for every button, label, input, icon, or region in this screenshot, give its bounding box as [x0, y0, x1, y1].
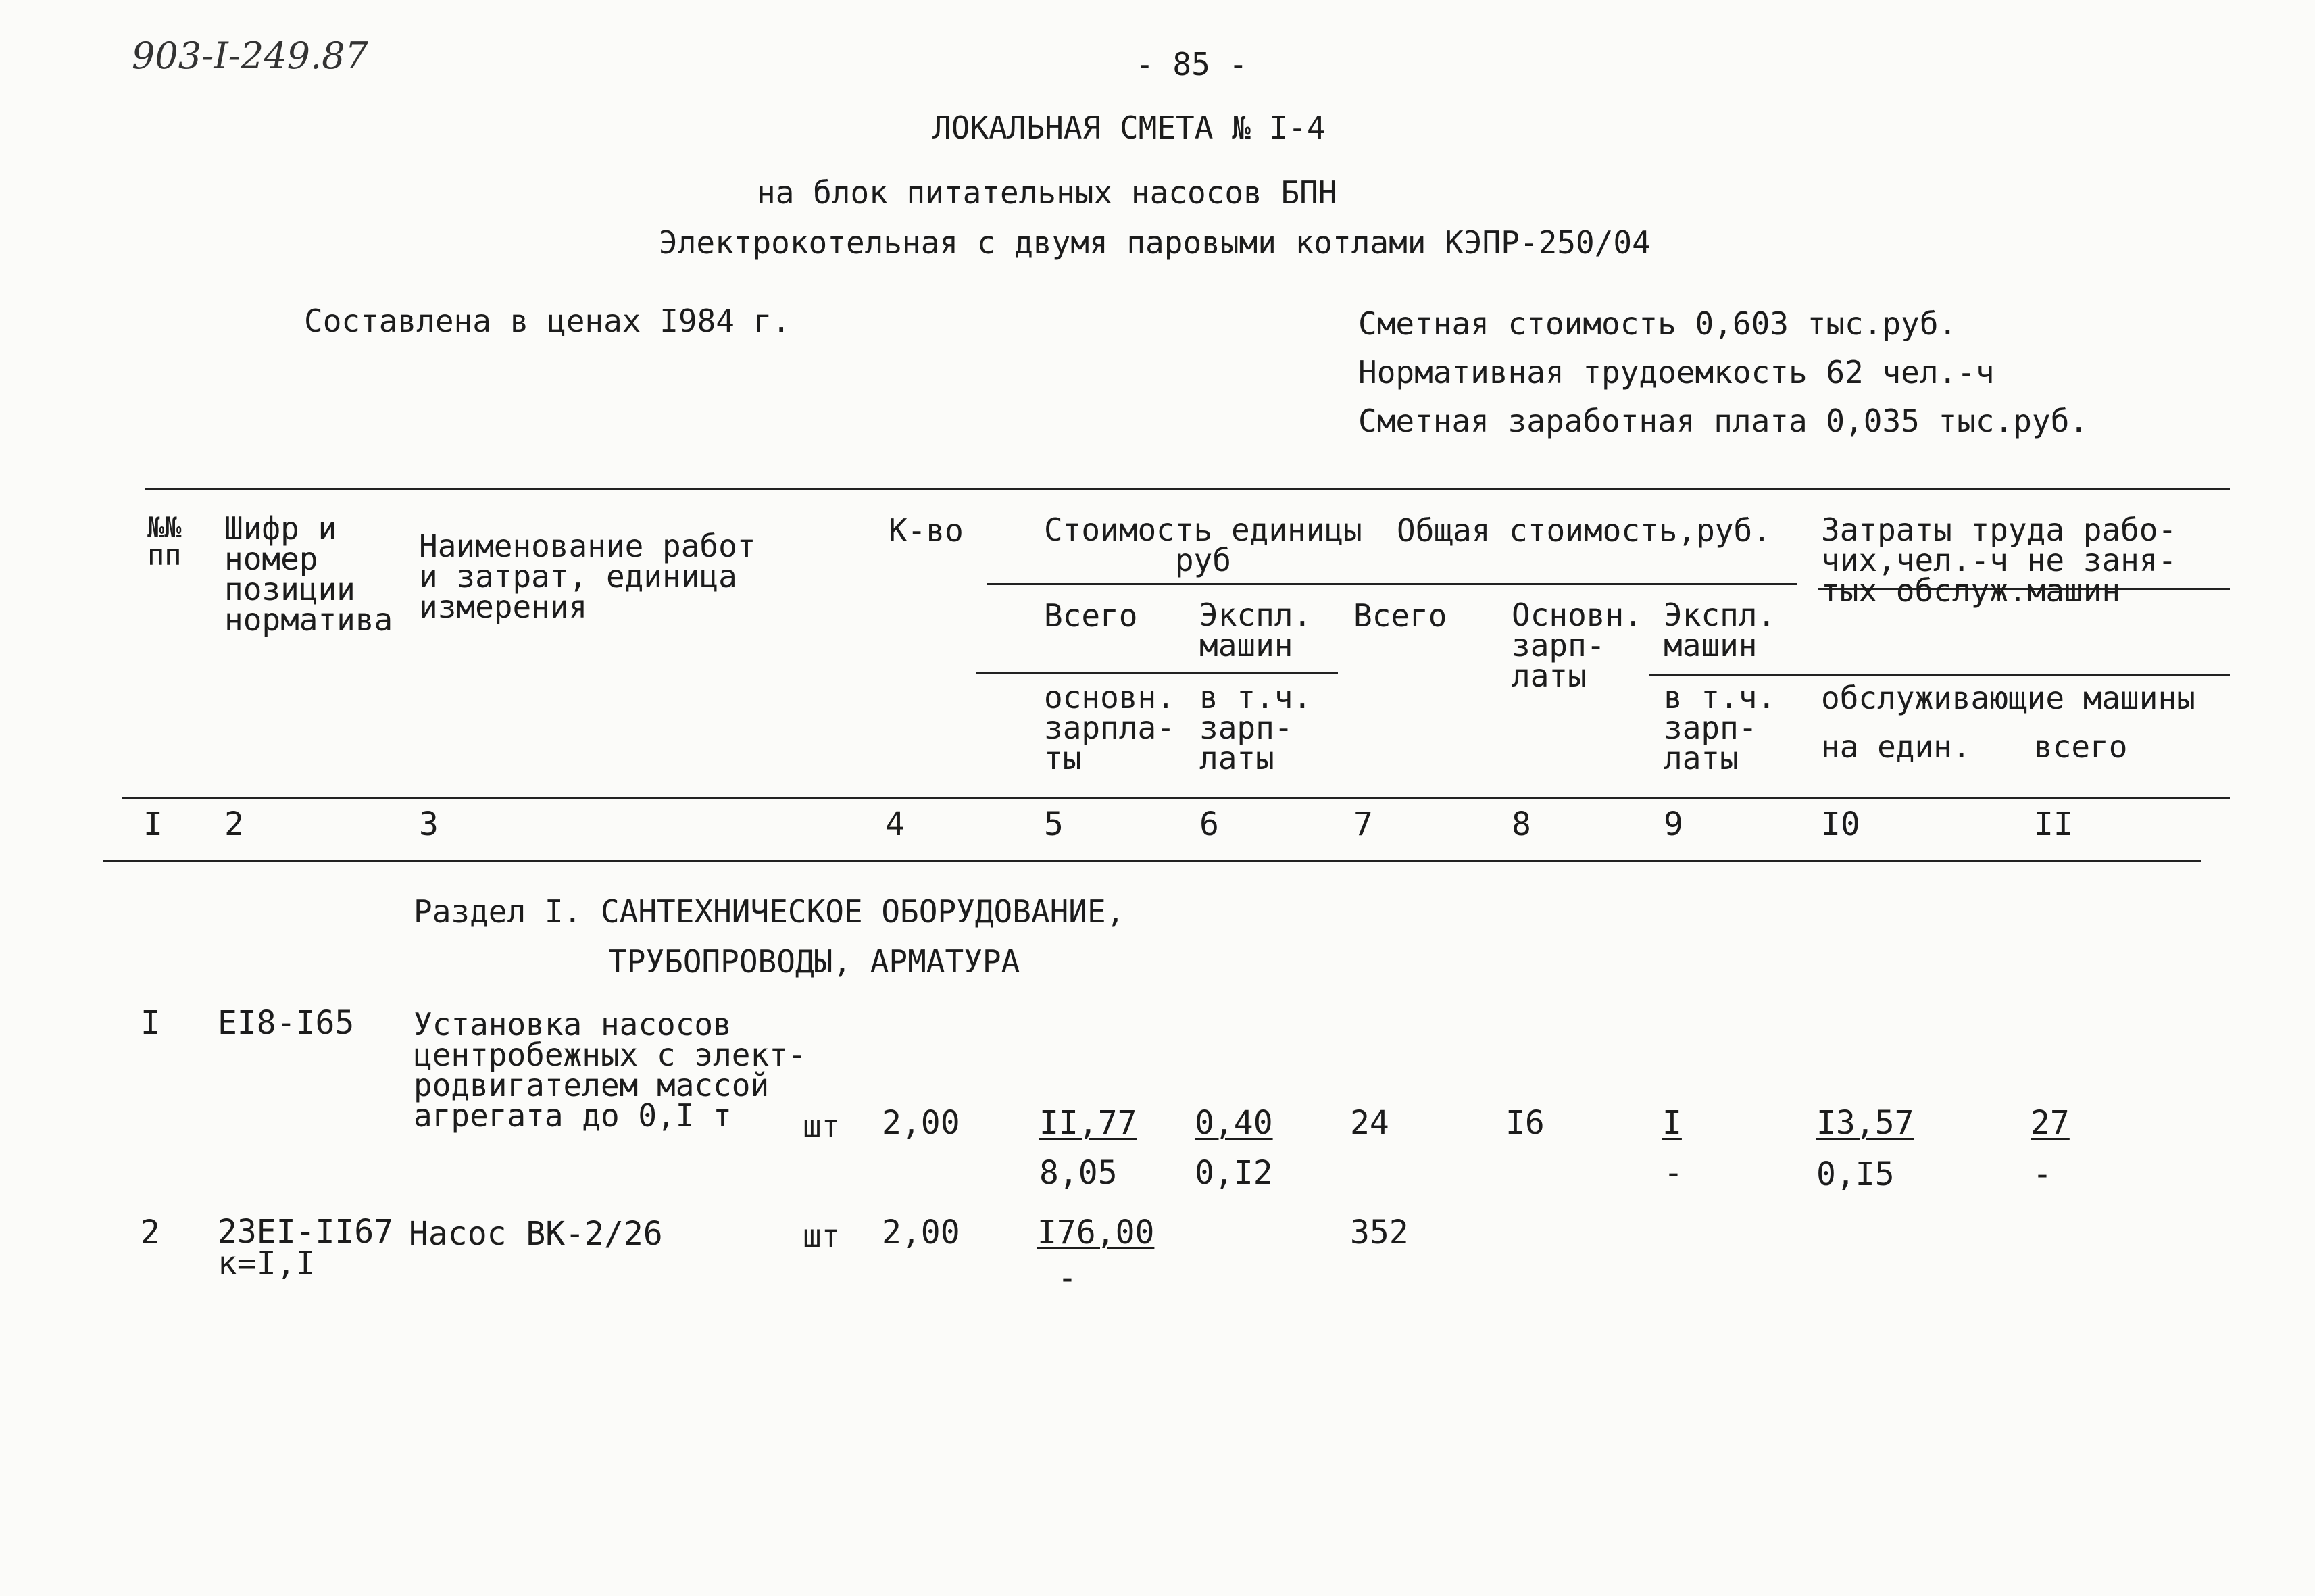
row-code: 23ЕI-II67 к=I,I	[218, 1213, 394, 1283]
header-unit-wage: основн. зарпла- ты	[1044, 679, 1175, 777]
row-unit-wage: 8,05	[1039, 1154, 1118, 1192]
col-number: 6	[1199, 805, 1219, 843]
row-unit-total: II,77	[1039, 1104, 1137, 1142]
row-number: I	[141, 1004, 160, 1042]
header-total-machine-wage: в т.ч. зарп- латы	[1664, 679, 1776, 777]
header-unit-cost: Стоимость единицы руб	[1044, 512, 1362, 579]
row-unit-wage: -	[1057, 1260, 1077, 1297]
section-title-continued: ТРУБОПРОВОДЫ, АРМАТУРА	[608, 943, 1020, 980]
document-code: 903-I-249.87	[132, 34, 368, 77]
summary-wage: Сметная заработная плата 0,035 тыс.руб.	[1358, 403, 2089, 439]
row-code: ЕI8-I65	[218, 1004, 355, 1042]
row-name: Насос ВК-2/26	[409, 1215, 663, 1253]
sub-rule-unit	[976, 672, 1338, 674]
row-quantity: 2,00	[882, 1104, 960, 1142]
header-total-cost: Общая стоимость,руб.	[1397, 512, 1771, 549]
header-total-all: Всего	[1353, 597, 1447, 634]
row-number: 2	[141, 1214, 160, 1251]
header-quantity: К-во	[889, 512, 964, 549]
summary-labor: Нормативная трудоемкость 62 чел.-ч	[1358, 354, 1995, 391]
sub-rule-labor	[1649, 674, 2230, 676]
header-unit-machines: Экспл. машин	[1199, 597, 1312, 664]
row-unit: шт	[803, 1218, 841, 1254]
table-top-rule	[145, 488, 2230, 490]
col-number: 2	[224, 805, 244, 843]
header-labor-serving: обслуживающие машины	[1821, 680, 2195, 716]
row-unit-machine-wage: 0,I2	[1195, 1154, 1273, 1192]
section-title: Раздел I. САНТЕХНИЧЕСКОЕ ОБОРУДОВАНИЕ,	[414, 893, 1125, 930]
document-subtitle-object: Электрокотельная с двумя паровыми котлами КЭПР-250/04	[659, 224, 1651, 261]
row-total-wage: I6	[1505, 1104, 1545, 1142]
document-subtitle: на блок питательных насосов БПН	[757, 174, 1337, 211]
header-labor: Затраты труда рабо- чих,чел.-ч не заня- тых обслуж.машин	[1821, 512, 2177, 609]
header-unit-total: Всего	[1044, 597, 1138, 634]
row-total: 352	[1350, 1214, 1409, 1251]
col-number: 5	[1044, 805, 1064, 843]
header-total-wage: Основн. зарп- латы	[1512, 597, 1643, 695]
row-labor-total: 27	[2031, 1104, 2070, 1142]
row-total-machine-wage: -	[1664, 1154, 1683, 1192]
col-number: 4	[885, 805, 905, 843]
col-number: 8	[1512, 805, 1531, 843]
col-number: 7	[1353, 805, 1373, 843]
header-total-machines: Экспл. машин	[1664, 597, 1776, 664]
header-unit-machine-wage: в т.ч. зарп- латы	[1199, 679, 1312, 777]
col-number: 9	[1664, 805, 1683, 843]
row-labor-per-unit: I3,57	[1816, 1104, 1914, 1142]
col-number: 3	[419, 805, 439, 843]
header-code: Шифр и номер позиции норматива	[224, 510, 393, 639]
col-number: I	[143, 805, 163, 843]
row-unit-machines: 0,40	[1195, 1104, 1273, 1142]
row-labor-total-machines: -	[2033, 1155, 2052, 1193]
row-quantity: 2,00	[882, 1214, 960, 1251]
unit-cost-rule	[987, 583, 1797, 585]
page-number: - 85 -	[1135, 46, 1248, 82]
row-labor-per-unit-machines: 0,I5	[1816, 1155, 1895, 1193]
header-bottom-rule	[122, 797, 2230, 799]
row-unit: шт	[803, 1108, 841, 1145]
col-number: II	[2034, 805, 2073, 843]
summary-cost: Сметная стоимость 0,603 тыс.руб.	[1358, 305, 1958, 342]
row-total-machines: I	[1662, 1104, 1682, 1142]
header-name: Наименование работ и затрат, единица измерения	[419, 528, 756, 626]
price-basis: Составлена в ценах I984 г.	[304, 303, 791, 339]
header-row-number: №№ пп	[147, 511, 182, 572]
row-unit-total: I76,00	[1037, 1214, 1155, 1251]
row-total: 24	[1350, 1104, 1389, 1142]
col-number: I0	[1821, 805, 1860, 843]
colnum-bottom-rule	[103, 860, 2201, 862]
header-labor-per-unit: на един.	[1821, 728, 1971, 765]
row-name: Установка насосов центробежных с элект- родвигателем массой агрегата до 0,I т	[414, 1006, 807, 1134]
header-labor-all: всего	[2034, 728, 2128, 765]
document-title: ЛОКАЛЬНАЯ СМЕТА № I-4	[932, 109, 1326, 146]
